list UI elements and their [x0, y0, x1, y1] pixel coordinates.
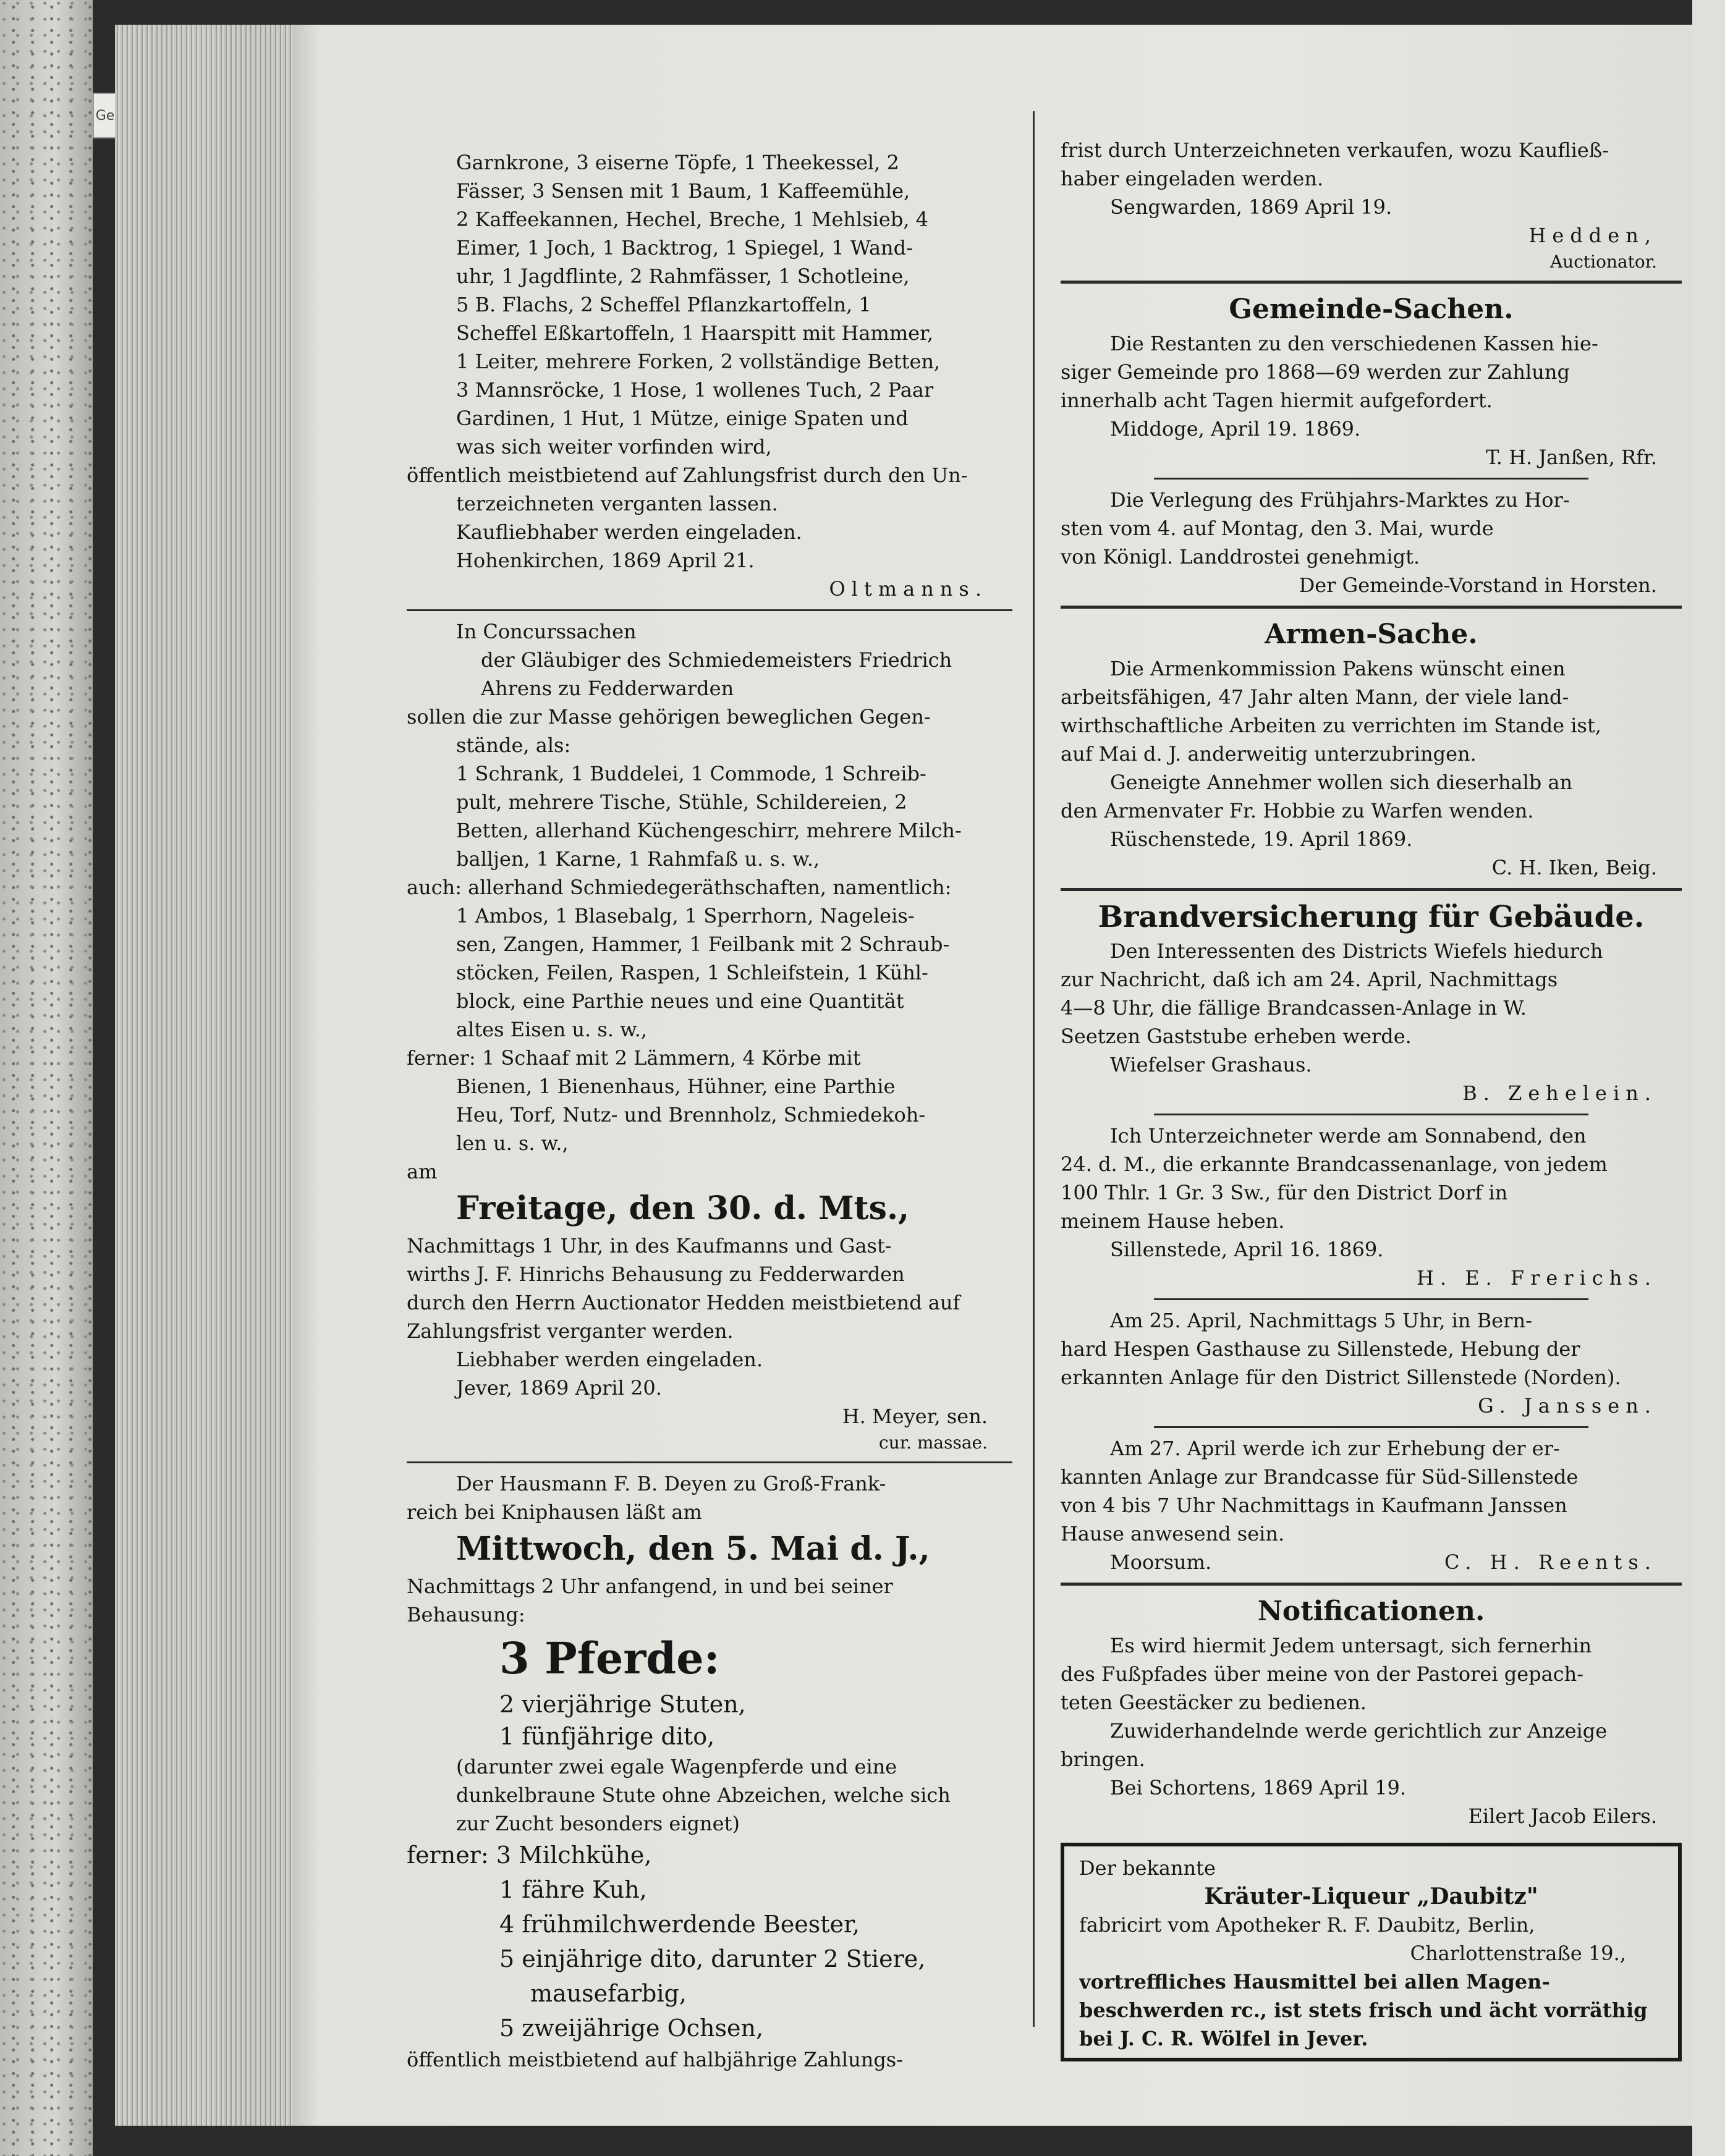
text-line: Es wird hiermit Jedem untersagt, sich fernerhin — [1110, 1634, 1592, 1657]
text-line: Fässer, 3 Sensen mit 1 Baum, 1 Kaffeemühle, — [456, 179, 910, 203]
text-line: sten vom 4. auf Montag, den 3. Mai, wurde — [1061, 517, 1494, 540]
text-line: auch: allerhand Schmiedegeräthschaften, namentlich: — [407, 876, 952, 899]
text-line: siger Gemeinde pro 1868—69 werden zur Zahlung — [1061, 360, 1570, 384]
text-line: von Königl. Landdrostei genehmigt. — [1061, 545, 1420, 569]
notice-signature: G. Janssen. — [1478, 1394, 1657, 1418]
notice-date: Rüschenstede, 19. April 1869. — [1110, 827, 1413, 851]
brand-notice-2 — [1061, 1122, 1682, 1292]
text-line: der Gläubiger des Schmiedemeisters Friedrich — [481, 648, 952, 672]
separator-rule — [1061, 281, 1682, 284]
notice-signature: T. H. Janßen, Rfr. — [1486, 446, 1657, 469]
markt-notice — [1061, 486, 1682, 599]
text-line: arbeitsfähigen, 47 Jahr alten Mann, der viele land- — [1061, 685, 1569, 709]
text-line: Ich Unterzeichneter werde am Sonnabend, den — [1110, 1124, 1587, 1148]
notice-signature: H. Meyer, sen. — [842, 1405, 988, 1428]
text-line: Bienen, 1 Bienenhaus, Hühner, eine Parthie — [456, 1075, 896, 1098]
text-line: von 4 bis 7 Uhr Nachmittags in Kaufmann Janssen — [1061, 1494, 1567, 1517]
text-line: Der Hausmann F. B. Deyen zu Groß-Frank- — [456, 1472, 886, 1495]
auction-headline: 3 Pferde: — [499, 1633, 720, 1684]
notice-date: Jever, 1869 April 20. — [456, 1376, 662, 1400]
text-line: Nachmittags 2 Uhr anfangend, in und bei seiner — [407, 1575, 893, 1598]
notice-place: Moorsum. — [1110, 1550, 1212, 1574]
text-line: balljen, 1 Karne, 1 Rahmfaß u. s. w., — [456, 847, 820, 871]
text-line: Scheffel Eßkartoffeln, 1 Haarspitt mit Hammer, — [456, 321, 934, 345]
text-line: meinem Hause heben. — [1061, 1209, 1285, 1233]
text-line: hard Hespen Gasthause zu Sillenstede, Hebung der — [1061, 1337, 1580, 1361]
text-line: block, eine Parthie neues und eine Quantität — [456, 989, 904, 1013]
text-line: pult, mehrere Tische, Stühle, Schildereien, 2 — [456, 790, 907, 814]
text-line: 1 Ambos, 1 Blasebalg, 1 Sperrhorn, Nageleis- — [456, 904, 915, 928]
separator-rule — [1061, 1583, 1682, 1586]
item-line: 2 vierjährige Stuten, — [499, 1691, 746, 1718]
text-line: Betten, allerhand Küchengeschirr, mehrere Milch- — [456, 819, 962, 842]
text-line: In Concurssachen — [456, 620, 637, 643]
text-line: 24. d. M., die erkannte Brandcassenanlage, von jedem — [1061, 1152, 1608, 1176]
section-heading-notif: Notificationen. — [1257, 1596, 1485, 1627]
text-line: erkannten Anlage für den District Sillenstede (Norden). — [1061, 1366, 1621, 1389]
text-line: wirthschaftliche Arbeiten zu verrichten im Stande ist, — [1061, 714, 1601, 737]
text-line: Zuwiderhandelnde werde gerichtlich zur Anzeige — [1110, 1719, 1608, 1743]
text-line: 4—8 Uhr, die fällige Brandcassen-Anlage in W. — [1061, 996, 1527, 1020]
separator-rule — [1061, 606, 1682, 609]
text-line: Geneigte Annehmer wollen sich dieserhalb an — [1110, 771, 1573, 794]
text-line: stöcken, Feilen, Raspen, 1 Schleifstein, 1 Kühl- — [456, 961, 928, 984]
text-line: innerhalb acht Tagen hiermit aufgefordert. — [1061, 389, 1493, 412]
text-line: Ahrens zu Fedderwarden — [481, 677, 734, 700]
newspaper-page — [294, 25, 1692, 2126]
ad-line: Charlottenstraße 19., — [1410, 1942, 1626, 1965]
separator-rule — [1061, 888, 1682, 891]
column-divider — [1033, 111, 1035, 2027]
notif-notice — [1061, 1631, 1682, 1830]
section-heading-brand: Brandversicherung für Gebäude. — [1098, 900, 1645, 934]
separator-rule — [407, 609, 1012, 611]
notice-signature: Oltmanns. — [829, 577, 988, 601]
notice-date: Sillenstede, April 16. 1869. — [1110, 1238, 1384, 1261]
notice-signature: H. E. Frerichs. — [1416, 1266, 1657, 1290]
text-line: Gardinen, 1 Hut, 1 Mütze, einige Spaten und — [456, 407, 909, 430]
text-line: stände, als: — [456, 733, 571, 757]
text-line: des Fußpfades über meine von der Pastorei gepach- — [1061, 1662, 1584, 1686]
ad-title: Kräuter-Liqueur „Daubitz" — [1204, 1883, 1538, 1909]
text-line: reich bei Kniphausen läßt am — [407, 1500, 702, 1524]
text-line: altes Eisen u. s. w., — [456, 1018, 648, 1041]
text-line: zur Nachricht, daß ich am 24. April, Nachmittags — [1061, 968, 1558, 991]
text-line: (darunter zwei egale Wagenpferde und eine — [456, 1755, 897, 1778]
page-edges — [115, 25, 294, 2126]
notice-signature-title: cur. massae. — [879, 1432, 988, 1453]
text-line: Hause anwesend sein. — [1061, 1522, 1285, 1545]
text-line: Heu, Torf, Nutz- und Brennholz, Schmiedekoh- — [456, 1103, 926, 1127]
text-line: dunkelbraune Stute ohne Abzeichen, welche sich — [456, 1783, 951, 1807]
section-heading-gemeinde: Gemeinde-Sachen. — [1229, 294, 1514, 325]
auction-date-headline: Mittwoch, den 5. Mai d. J., — [456, 1530, 930, 1568]
ad-intro: Der bekannte — [1079, 1856, 1216, 1880]
notice-place: Wiefelser Grashaus. — [1110, 1053, 1312, 1076]
text-line: kannten Anlage zur Brandcasse für Süd-Sillenstede — [1061, 1465, 1579, 1489]
text-line: sen, Zangen, Hammer, 1 Feilbank mit 2 Schraub- — [456, 932, 950, 956]
text-line: was sich weiter vorfinden wird, — [456, 435, 772, 459]
item-line: 1 fünfjährige dito, — [499, 1723, 715, 1750]
text-line: len u. s. w., — [456, 1131, 569, 1155]
liqueur-advertisement — [1061, 1843, 1682, 2061]
text-line: zur Zucht besonders eignet) — [456, 1812, 740, 1835]
text-line: öffentlich meistbietend auf halbjährige Zahlungs- — [407, 2048, 904, 2071]
text-line: 2 Kaffeekannen, Hechel, Breche, 1 Mehlsieb, 4 — [456, 208, 929, 231]
text-line: teten Geestäcker zu bedienen. — [1061, 1691, 1367, 1714]
auction3-notice — [407, 1469, 1012, 2074]
text-line: durch den Herrn Auctionator Hedden meistbietend auf — [407, 1291, 960, 1314]
text-line: terzeichneten verganten lassen. — [456, 492, 778, 515]
notice-date: Hohenkirchen, 1869 April 21. — [456, 549, 755, 572]
text-line: den Armenvater Fr. Hobbie zu Warfen wenden. — [1061, 799, 1534, 822]
separator-rule — [1154, 1426, 1589, 1428]
text-line: Zahlungsfrist verganter werden. — [407, 1319, 734, 1343]
text-line: auf Mai d. J. anderweitig unterzubringen. — [1061, 742, 1477, 766]
brand-notice-4 — [1061, 1434, 1682, 1576]
notice-signature: C. H. Reents. — [1444, 1550, 1657, 1574]
left-column — [407, 148, 1012, 2074]
text-line: bringen. — [1061, 1748, 1145, 1771]
ad-line: bei J. C. R. Wölfel in Jever. — [1079, 2027, 1368, 2050]
text-line: 3 Mannsröcke, 1 Hose, 1 wollenes Tuch, 2 Paar — [456, 378, 934, 402]
text-line: Die Verlegung des Frühjahrs-Marktes zu Hor- — [1110, 488, 1570, 512]
armen-notice — [1061, 654, 1682, 882]
text-line: Garnkrone, 3 eiserne Töpfe, 1 Theekessel, 2 — [456, 151, 899, 174]
book-spine — [0, 0, 93, 2156]
notice-signature: Eilert Jacob Eilers. — [1468, 1804, 1657, 1828]
text-line: öffentlich meistbietend auf Zahlungsfrist durch den Un- — [407, 463, 968, 487]
separator-rule — [1154, 1298, 1589, 1300]
text-line: Liebhaber werden eingeladen. — [456, 1348, 763, 1371]
spine-label: Ge — [93, 93, 117, 138]
text-line: am — [407, 1160, 438, 1183]
text-line: Behausung: — [407, 1603, 525, 1626]
text-line: uhr, 1 Jagdflinte, 2 Rahmfässer, 1 Schotleine, — [456, 264, 910, 288]
auction-continued-notice — [1061, 136, 1682, 274]
notice-date: Middoge, April 19. 1869. — [1110, 417, 1361, 441]
gemeinde-notice — [1061, 329, 1682, 471]
right-column — [1061, 136, 1682, 2061]
notice-date: Sengwarden, 1869 April 19. — [1110, 195, 1392, 219]
place-signature-row — [1061, 1548, 1682, 1576]
auction-date-headline: Freitage, den 30. d. Mts., — [456, 1190, 910, 1227]
brand-notice-3 — [1061, 1306, 1682, 1420]
brand-notice-1 — [1061, 937, 1682, 1107]
text-line: Am 25. April, Nachmittags 5 Uhr, in Bern- — [1110, 1309, 1532, 1332]
text-line: Kaufliebhaber werden eingeladen. — [456, 520, 802, 544]
text-line: Seetzen Gaststube erheben werde. — [1061, 1025, 1412, 1048]
notice-signature: Hedden, — [1528, 224, 1657, 247]
text-line: Die Armenkommission Pakens wünscht einen — [1110, 657, 1566, 680]
item-line: ferner: 3 Milchkühe, — [407, 1841, 652, 1869]
text-line: frist durch Unterzeichneten verkaufen, wozu Kaufließ- — [1061, 138, 1609, 162]
text-line: 1 Leiter, mehrere Forken, 2 vollständige Betten, — [456, 350, 941, 373]
item-line: 5 zweijährige Ochsen, — [499, 2014, 764, 2042]
text-line: ferner: 1 Schaaf mit 2 Lämmern, 4 Körbe mit — [407, 1046, 861, 1070]
text-line: Am 27. April werde ich zur Erhebung der er- — [1110, 1437, 1560, 1460]
ad-line: vortreffliches Hausmittel bei allen Magen- — [1079, 1970, 1550, 1993]
separator-rule — [407, 1461, 1012, 1463]
text-line: wirths J. F. Hinrichs Behausung zu Fedderwarden — [407, 1262, 905, 1286]
notice-signature: B. Zehelein. — [1462, 1081, 1657, 1105]
next-page-edge — [1692, 0, 1725, 2156]
separator-rule — [1154, 1114, 1589, 1115]
text-line: Eimer, 1 Joch, 1 Backtrog, 1 Spiegel, 1 Wand- — [456, 236, 913, 260]
ad-line: beschwerden rc., ist stets frisch und ächt vorräthig — [1079, 1998, 1648, 2022]
text-line: Die Restanten zu den verschiedenen Kassen hie- — [1110, 332, 1598, 355]
text-line: haber eingeladen werden. — [1061, 167, 1324, 190]
separator-rule — [1154, 478, 1589, 480]
auction2-notice — [407, 617, 1012, 1455]
notice-signature: C. H. Iken, Beig. — [1491, 856, 1657, 879]
item-line: 4 frühmilchwerdende Beester, — [499, 1911, 860, 1938]
item-line: 1 fähre Kuh, — [499, 1876, 647, 1903]
item-line: 5 einjährige dito, darunter 2 Stiere, — [499, 1945, 926, 1972]
text-line: 5 B. Flachs, 2 Scheffel Pflanzkartoffeln, 1 — [456, 293, 871, 316]
auction1-notice — [407, 148, 1012, 603]
text-line: Den Interessenten des Districts Wiefels hiedurch — [1110, 939, 1603, 963]
notice-signature: Der Gemeinde-Vorstand in Horsten. — [1299, 573, 1657, 597]
notice-signature-title: Auctionator. — [1549, 252, 1657, 272]
item-line: mausefarbig, — [530, 1980, 687, 2007]
ad-line: fabricirt vom Apotheker R. F. Daubitz, Berlin, — [1079, 1913, 1535, 1937]
section-heading-armen: Armen-Sache. — [1265, 619, 1478, 650]
text-line: 1 Schrank, 1 Buddelei, 1 Commode, 1 Schreib- — [456, 762, 926, 785]
text-line: Nachmittags 1 Uhr, in des Kaufmanns und Gast- — [407, 1234, 892, 1258]
text-line: sollen die zur Masse gehörigen beweglichen Gegen- — [407, 705, 931, 729]
notice-date: Bei Schortens, 1869 April 19. — [1110, 1776, 1407, 1799]
text-line: 100 Thlr. 1 Gr. 3 Sw., für den District Dorf in — [1061, 1181, 1508, 1204]
